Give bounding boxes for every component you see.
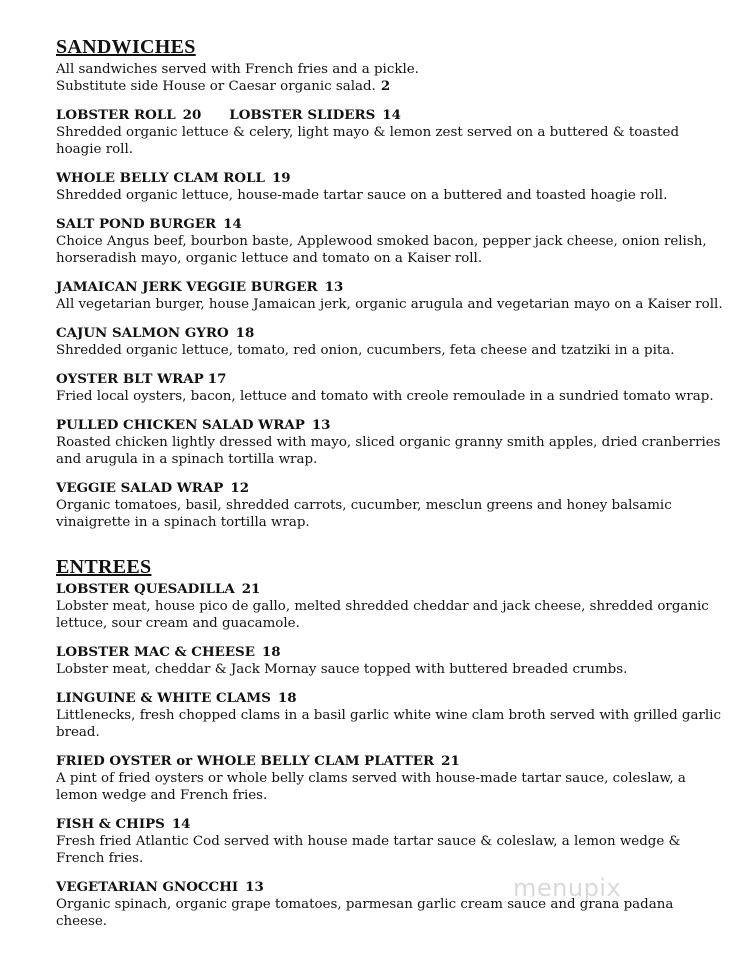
item-name: VEGGIE SALAD WRAP — [56, 480, 224, 496]
item-price: 18 — [235, 325, 255, 341]
menu-page — [56, 36, 726, 930]
item-description: Fried local oysters, bacon, lettuce and tomato with creole remoulade in a sundried tomato wrap. — [56, 389, 714, 404]
sandwiches-intro — [56, 61, 726, 95]
sandwiches-intro-line2: Substitute side House or Caesar organic salad. — [56, 79, 376, 94]
item-description: Choice Angus beef, bourbon baste, Applewood smoked bacon, pepper jack cheese, onion relish, horseradish mayo, organic lettuce and tomato on a Kaiser roll. — [56, 234, 707, 266]
item-price: 18 — [261, 644, 281, 660]
substitute-price: 2 — [380, 78, 391, 94]
menu-item-lobster-mac-cheese — [56, 644, 726, 678]
item-description: Organic spinach, organic grape tomatoes, parmesan garlic cream sauce and grana padana cheese. — [56, 897, 674, 929]
sandwiches-title: SANDWICHES — [56, 36, 196, 58]
item-price: 14 — [382, 107, 401, 123]
item-price: 21 — [241, 581, 261, 597]
sandwiches-intro-line1: All sandwiches served with French fries and a pickle. — [56, 62, 419, 77]
item-description: Lobster meat, cheddar & Jack Mornay sauce topped with buttered breaded crumbs. — [56, 662, 628, 677]
menu-item-oyster-blt-wrap — [56, 371, 726, 405]
item-name: LOBSTER QUESADILLA — [56, 581, 235, 597]
menu-item-whole-belly-clam-roll — [56, 170, 726, 204]
item-price: 18 — [277, 690, 297, 706]
menu-item-lobster-quesadilla — [56, 581, 726, 632]
menu-item-jamaican-jerk-veggie-burger — [56, 279, 726, 313]
item-price: 13 — [324, 279, 344, 295]
item-price: 20 — [182, 107, 202, 123]
entrees-title: ENTREES — [56, 556, 152, 578]
item-description: Fresh fried Atlantic Cod served with house made tartar sauce & coleslaw, a lemon wedge & French fries. — [56, 834, 681, 866]
menupix-watermark: menupix — [513, 874, 622, 902]
menu-item-fried-oyster-clam-platter — [56, 753, 726, 804]
item-description: Shredded organic lettuce, tomato, red onion, cucumbers, feta cheese and tzatziki in a pita. — [56, 343, 675, 358]
item-price: 13 — [245, 879, 264, 895]
item-description: Littlenecks, fresh chopped clams in a basil garlic white wine clam broth served with grilled garlic bread. — [56, 708, 721, 740]
item-name: FRIED OYSTER or WHOLE BELLY CLAM PLATTER — [56, 753, 435, 769]
item-description: A pint of fried oysters or whole belly clams served with house-made tartar sauce, coleslaw, a lemon wedge and French fries. — [56, 771, 686, 803]
menu-item-cajun-salmon-gyro — [56, 325, 726, 359]
item-price: 14 — [171, 816, 191, 832]
entrees-section — [56, 556, 726, 930]
item-name: LOBSTER SLIDERS — [229, 107, 376, 123]
item-price: 21 — [441, 753, 460, 769]
menu-item-lobster-roll — [56, 107, 726, 158]
item-description: Organic tomatoes, basil, shredded carrots, cucumber, mesclun greens and honey balsamic vinaigrette in a spinach tortilla wrap. — [56, 498, 672, 530]
item-price: 12 — [230, 480, 250, 496]
item-name: WHOLE BELLY CLAM ROLL — [56, 170, 265, 186]
item-description: Lobster meat, house pico de gallo, melted shredded cheddar and jack cheese, shredded organic lettuce, sour cream and guacamole. — [56, 599, 709, 631]
item-name: SALT POND BURGER — [56, 216, 217, 232]
item-name: CAJUN SALMON GYRO — [56, 325, 229, 341]
menu-item-salt-pond-burger — [56, 216, 726, 267]
item-name: JAMAICAN JERK VEGGIE BURGER — [56, 279, 318, 295]
item-price: 19 — [271, 170, 291, 186]
item-description: Shredded organic lettuce, house-made tartar sauce on a buttered and toasted hoagie roll. — [56, 188, 668, 203]
sandwiches-section — [56, 36, 726, 531]
item-price: 14 — [223, 216, 242, 232]
item-name: PULLED CHICKEN SALAD WRAP — [56, 417, 305, 433]
item-description: Shredded organic lettuce & celery, light mayo & lemon zest served on a buttered & toasted hoagie roll. — [56, 125, 680, 157]
menu-item-pulled-chicken-salad-wrap — [56, 417, 726, 468]
menu-item-linguine-white-clams — [56, 690, 726, 741]
item-name: FISH & CHIPS — [56, 816, 165, 832]
menu-item-fish-chips — [56, 816, 726, 867]
item-name: LOBSTER MAC & CHEESE — [56, 644, 255, 660]
item-name: OYSTER BLT WRAP — [56, 371, 204, 387]
item-price: 17 — [207, 371, 227, 387]
menu-item-veggie-salad-wrap — [56, 480, 726, 531]
item-name: LINGUINE & WHITE CLAMS — [56, 690, 271, 706]
menu-item-vegetarian-gnocchi — [56, 879, 726, 930]
item-description: Roasted chicken lightly dressed with mayo, sliced organic granny smith apples, dried cranberries and arugula in a spinach tortilla wrap. — [56, 435, 721, 467]
item-name: VEGETARIAN GNOCCHI — [56, 879, 239, 895]
item-description: All vegetarian burger, house Jamaican jerk, organic arugula and vegetarian mayo on a Kaiser roll. — [56, 297, 723, 312]
item-name: LOBSTER ROLL — [56, 107, 176, 123]
item-price: 13 — [311, 417, 331, 433]
